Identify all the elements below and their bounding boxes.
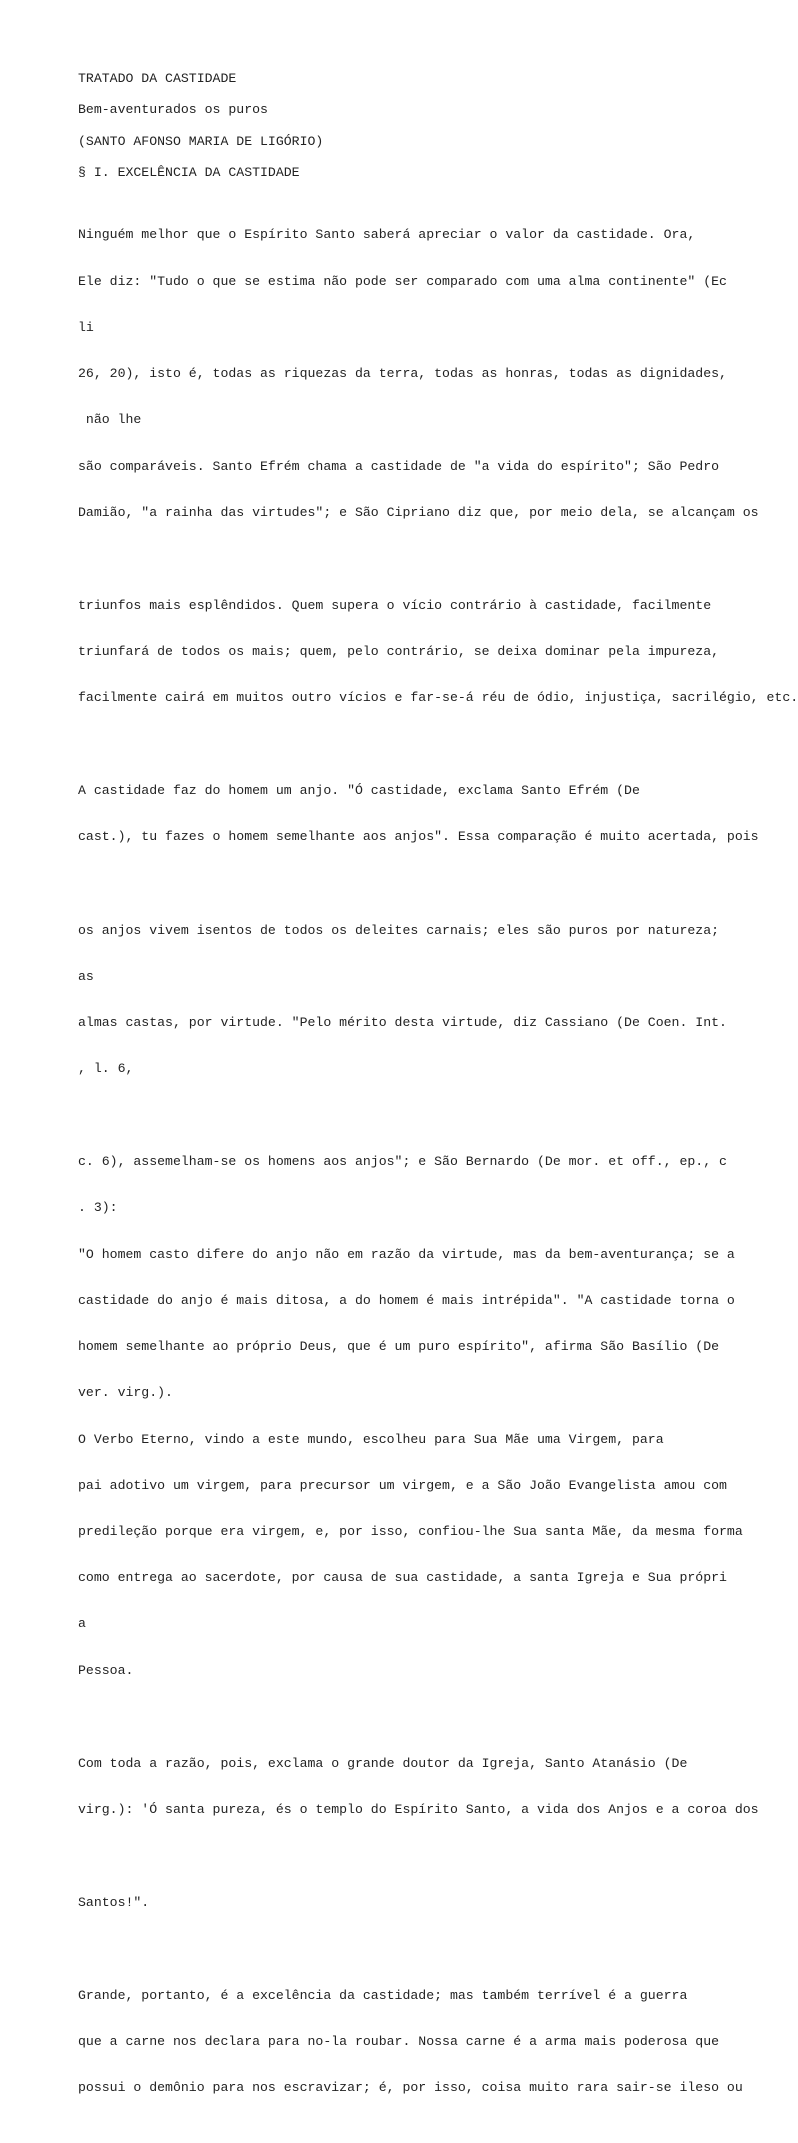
text-line: . 3):	[78, 1200, 118, 1216]
section-heading: § I. EXCELÊNCIA DA CASTIDADE	[78, 165, 300, 181]
text-line: virg.): 'Ó santa pureza, és o templo do Espírito Santo, a vida dos Anjos e a coroa dos	[78, 1801, 759, 1817]
text-line: homem semelhante ao próprio Deus, que é um puro espírito", afirma São Basílio (De	[78, 1339, 720, 1355]
text-line: não lhe	[78, 412, 142, 428]
text-line: possui o demônio para nos escravizar; é, por isso, coisa muito rara sair-se ileso ou	[78, 2080, 743, 2096]
paragraph-4	[78, 892, 768, 1108]
paragraph-3	[78, 752, 768, 875]
text-line: pai adotivo um virgem, para precursor um virgem, e a São João Evangelista amou com	[78, 1477, 727, 1493]
text-line: Com toda a razão, pois, exclama o grande doutor da Igreja, Santo Atanásio (De	[78, 1755, 688, 1771]
text-line: são comparáveis. Santo Efrém chama a castidade de "a vida do espírito"; São Pedro	[78, 458, 720, 474]
text-line: triunfará de todos os mais; quem, pelo contrário, se deixa dominar pela impureza,	[78, 644, 720, 659]
text-line: os anjos vivem isentos de todos os deleites carnais; eles são puros por natureza;	[78, 922, 720, 938]
text-line: as	[78, 968, 94, 984]
text-line: triunfos mais esplêndidos. Quem supera o vício contrário à castidade, facilmente	[78, 597, 712, 613]
text-line: li	[78, 319, 94, 335]
text-line: almas castas, por virtude. "Pelo mérito desta virtude, diz Cassiano (De Coen. Int.	[78, 1014, 727, 1030]
document-page	[78, 71, 798, 2143]
text-line: Pessoa.	[78, 1662, 134, 1678]
text-line: "O homem casto difere do anjo não em razão da virtude, mas da bem-aventurança; se a	[78, 1246, 735, 1262]
text-line: como entrega ao sacerdote, por causa de sua castidade, a santa Igreja e Sua própri	[78, 1570, 727, 1586]
paragraph-2	[78, 567, 798, 736]
paragraph-7	[78, 1864, 768, 1941]
document-subtitle: Bem-aventurados os puros	[78, 102, 268, 118]
text-line: predileção porque era virgem, e, por isso, confiou-lhe Sua santa Mãe, da mesma forma	[78, 1523, 743, 1539]
paragraph-6	[78, 1725, 768, 1848]
text-line: , l. 6,	[78, 1061, 134, 1077]
text-line: castidade do anjo é mais ditosa, a do homem é mais intrépida". "A castidade torna o	[78, 1292, 735, 1308]
text-line: 26, 20), isto é, todas as riquezas da terra, todas as honras, todas as dignidades,	[78, 366, 727, 382]
text-line: c. 6), assemelham-se os homens aos anjos"; e São Bernardo (De mor. et off., ep., c	[78, 1154, 727, 1170]
text-line: O Verbo Eterno, vindo a este mundo, escolheu para Sua Mãe uma Virgem, para	[78, 1431, 664, 1447]
text-line: Santos!".	[78, 1894, 150, 1910]
text-line: cast.), tu fazes o homem semelhante aos anjos". Essa comparação é muito acertada, pois	[78, 829, 759, 845]
paragraph-5	[78, 1123, 768, 1708]
text-line: a	[78, 1616, 86, 1632]
document-author: (SANTO AFONSO MARIA DE LIGÓRIO)	[78, 133, 324, 149]
paragraph-8	[78, 1957, 768, 2126]
text-line: ver. virg.).	[78, 1385, 173, 1401]
text-line: Damião, "a rainha das virtudes"; e São Cipriano diz que, por meio dela, se alcançam os	[78, 504, 759, 520]
document-title: TRATADO DA CASTIDADE	[78, 71, 237, 86]
text-line: Ninguém melhor que o Espírito Santo saberá apreciar o valor da castidade. Ora,	[78, 227, 696, 243]
text-line: Ele diz: "Tudo o que se estima não pode ser comparado com uma alma continente" (Ec	[78, 273, 727, 289]
text-line: facilmente cairá em muitos outro vícios e far-se-á réu de ódio, injustiça, sacrilégio, etc.	[78, 690, 798, 706]
text-line: Grande, portanto, é a excelência da castidade; mas também terrível é a guerra	[78, 1987, 688, 2003]
text-line: A castidade faz do homem um anjo. "Ó castidade, exclama Santo Efrém (De	[78, 783, 640, 799]
text-line: que a carne nos declara para no-la roubar. Nossa carne é a arma mais poderosa que	[78, 2034, 720, 2050]
paragraph-1	[78, 197, 768, 551]
